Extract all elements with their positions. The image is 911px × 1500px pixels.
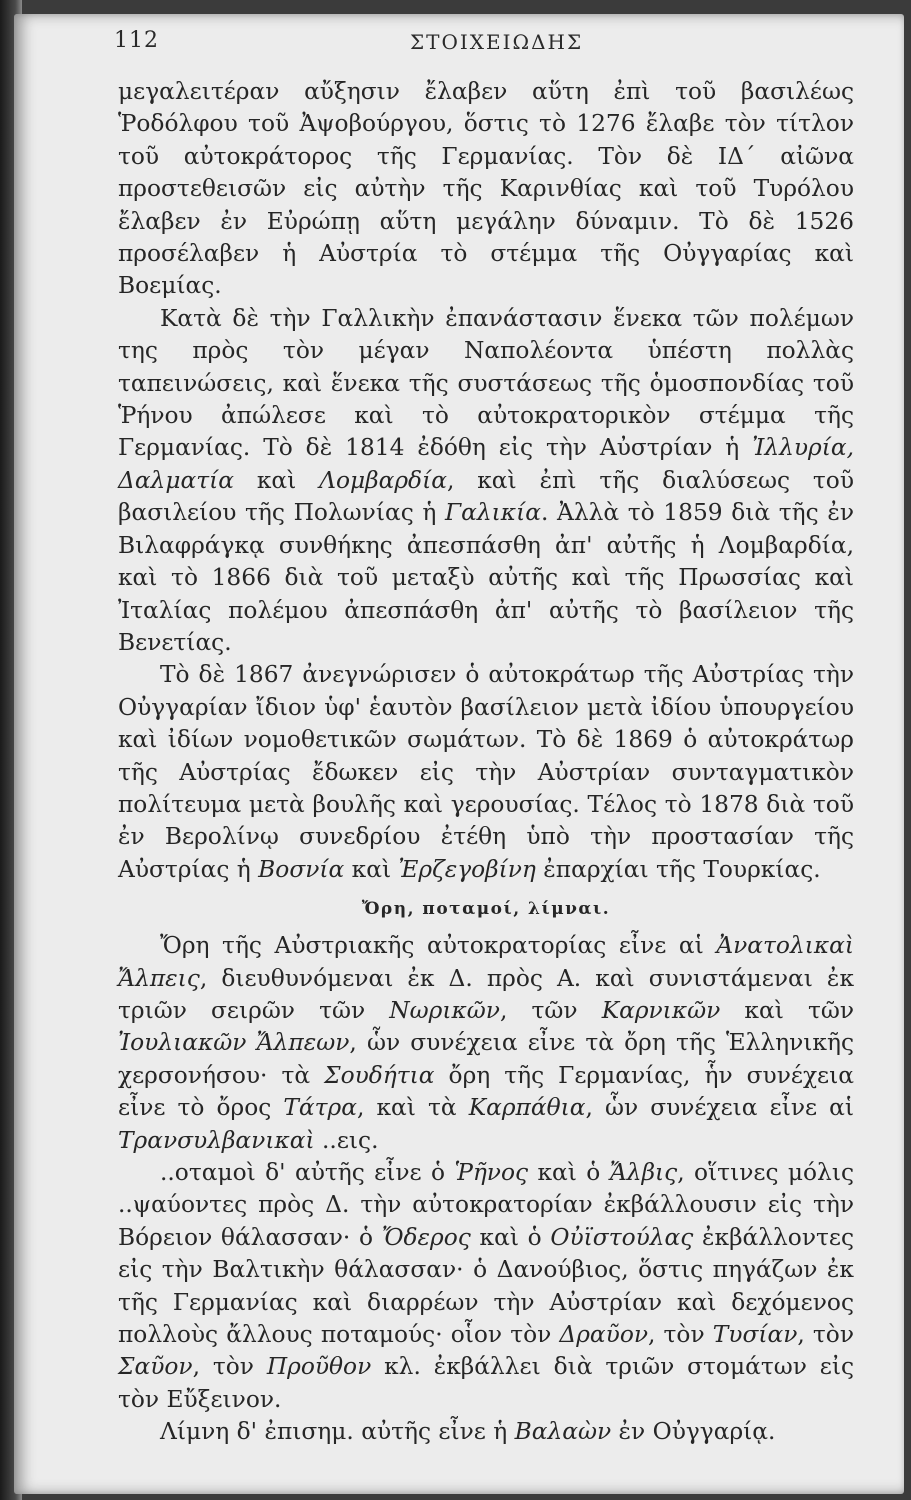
emphasized-term: Ἄλβις: [609, 1159, 678, 1186]
text-run: , διευθυνόμεναι ἐκ Δ. πρὸς Α. καὶ συνιστάμεναι ἐκ τριῶν σειρῶν τῶν: [118, 964, 854, 1024]
body-text: [118, 76, 854, 1449]
text-run: , ὧν συνέχεια εἶνε αἱ: [585, 1094, 855, 1122]
text-run: κλ. ἐκβάλλει διὰ τριῶν στομάτων εἰς τὸν Εὔξεινον.: [118, 1353, 855, 1413]
text-run: ἐκβάλλοντες εἰς τὴν Βαλτικὴν θάλασσαν· ὁ Δανούβιος, ὅστις πηγάζων ἐκ τῆς Γερμανίας καὶ διαρρέων τὴν Αὐστρίαν καὶ δεχόμενος πολλοὺς ἄλλους ποταμούς· οἷον τὸν: [118, 1223, 854, 1349]
emphasized-term: Λομβαρδία: [319, 466, 447, 494]
text-run: , καὶ τὰ: [356, 1094, 469, 1122]
text-run: καὶ: [344, 855, 399, 883]
text-run: , τὸν: [648, 1321, 713, 1349]
emphasized-term: Τυσίαν: [712, 1321, 798, 1349]
emphasized-term: Ῥῆνος: [454, 1159, 529, 1186]
emphasized-term: Δραῦον: [559, 1321, 649, 1349]
emphasized-term: Τάτρα: [283, 1094, 357, 1122]
section-heading: Ὄρη, ποταμοί, λίμναι.: [361, 899, 611, 920]
emphasized-term: Τρανσυλβανικαὶ: [118, 1126, 315, 1154]
emphasized-term: Ὄδερος: [381, 1223, 471, 1251]
emphasized-term: Βαλαὼν: [514, 1418, 612, 1446]
page-number: 112: [114, 28, 159, 53]
paragraph: [118, 76, 854, 303]
text-run: , ὧν συνέχεια εἶνε τὰ ὄρη τῆς Ἑλληνικῆς χερσονήσου· τὰ: [118, 1029, 854, 1089]
text-run: ..οταμοὶ δ' αὐτῆς εἶνε ὁ: [160, 1159, 455, 1186]
emphasized-term: Ἀνατολικαὶ Ἄλπεις: [118, 932, 854, 992]
book-page: [14, 14, 904, 1494]
text-run: . Ἀλλὰ τὸ 1859 διὰ τῆς ἐν Βιλαφράγκᾳ συνθήκης ἀπεσπάσθη ἀπ' αὐτῆς ἡ Λομβαρδία, καὶ τὸ 1866 διὰ τοῦ μεταξὺ αὐτῆς καὶ τῆς Πρωσσίας καὶ Ἰταλίας πολέμου ἀπεσπάσθη ἀπ' αὐτῆς τὸ βασίλειον τῆς Βενετίας.: [118, 499, 854, 656]
text-run: ὄρη τῆς Γερμανίας, ἧν συνέχεια εἶνε τὸ ὄρος: [118, 1061, 854, 1122]
paragraph: [118, 1157, 854, 1416]
text-run: ἐν Οὐγγαρίᾳ.: [611, 1418, 776, 1446]
text-run: καὶ ὁ: [470, 1223, 551, 1251]
text-run: , τῶν: [499, 996, 602, 1024]
text-run: καὶ ὁ: [528, 1159, 610, 1186]
emphasized-term: Βοσνία: [258, 855, 345, 883]
text-run: Κατὰ δὲ τὴν Γαλλικὴν ἐπανάστασιν ἕνεκα τῶν πολέμων της πρὸς τὸν μέγαν Ναπολέοντα ὑπέστη πολλὰς ταπεινώσεις, καὶ ἕνεκα τῆς συστάσεως τῆς ὁμοσπονδίας τοῦ Ῥήνου ἀπώλεσε καὶ τὸ αὐτοκρατορικὸν στέμμα τῆς Γερμανίας. Τὸ δὲ 1814 ἐδόθη εἰς τὴν Αὐστρίαν ἡ: [118, 304, 854, 462]
emphasized-term: Σουδήτια: [324, 1061, 435, 1089]
text-run: , τὸν: [192, 1353, 267, 1381]
emphasized-term: Προῦθον: [266, 1353, 372, 1381]
emphasized-term: Ἐρζεγοβίνη: [398, 855, 536, 883]
emphasized-term: Ἰλλυρία, Δαλματία: [118, 434, 854, 494]
page-header: [114, 28, 874, 58]
text-run: Τὸ δὲ 1867 ἀνεγνώρισεν ὁ αὐτοκράτωρ τῆς Αὐστρίας τὴν Οὐγγαρίαν ἴδιον ὑφ' ἑαυτὸν βασίλειον μετὰ ἰδίου ὑπουργείου καὶ ἰδίων νομοθετικῶν σωμάτων. Τὸ δὲ 1869 ὁ αὐτοκράτωρ τῆς Αὐστρίας ἔδωκεν εἰς τὴν Αὐστρίαν συνταγματικὸν πολίτευμα μετὰ βουλῆς καὶ γερουσίας. Τέλος τὸ 1878 διὰ τοῦ ἐν Βερολίνῳ συνεδρίου ἐτέθη ὑπὸ τὴν προστασίαν τῆς Αὐστρίας ἡ: [118, 661, 854, 883]
history-section: [118, 76, 854, 886]
paragraph: [118, 930, 854, 1157]
text-run: , οἵτινες μόλις ..ψαύοντες πρὸς Δ. τὴν αὐτοκρατορίαν ἐκβάλλουσιν εἰς τὴν Βόρειον θάλασσαν· ὁ: [118, 1159, 854, 1251]
emphasized-term: Σαῦον: [118, 1353, 193, 1381]
text-run: ..εις.: [314, 1126, 379, 1154]
emphasized-term: Νωρικῶν: [389, 996, 500, 1024]
paragraph: [118, 303, 854, 659]
emphasized-term: Γαλικία: [445, 499, 541, 527]
text-run: ἐπαρχίαι τῆς Τουρκίας.: [535, 855, 821, 883]
text-run: καὶ: [233, 466, 320, 494]
emphasized-term: Ἰουλιακῶν Ἄλπεων: [118, 1029, 350, 1057]
paragraph: [118, 1416, 854, 1448]
text-run: , καὶ ἐπὶ τῆς διαλύσεως τοῦ βασιλείου τῆς Πολωνίας ἡ: [118, 466, 854, 527]
paragraph: [118, 659, 854, 886]
text-run: , τὸν: [797, 1321, 854, 1349]
emphasized-term: Καρπάθια: [468, 1094, 586, 1122]
text-run: μεγαλειτέραν αὔξησιν ἔλαβεν αὕτη ἐπὶ τοῦ βασιλέως Ῥοδόλφου τοῦ Ἀψοβούργου, ὅστις τὸ 1276 ἔλαβε τὸν τίτλον τοῦ αὐτοκράτορος τῆς Γερμανίας. Τὸν δὲ ΙΔ΄ αἰῶνα προστεθεισῶν εἰς αὐτὴν τῆς Καρινθίας καὶ τοῦ Τυρόλου ἔλαβεν ἐν Εὐρώπῃ αὕτη μεγάλην δύναμιν. Τὸ δὲ 1526 προσέλαβεν ἡ Αὐστρία τὸ στέμμα τῆς Οὐγγαρίας καὶ Βοεμίας.: [118, 78, 854, 300]
text-run: Ὄρη τῆς Αὐστριακῆς αὐτοκρατορίας εἶνε αἱ: [160, 932, 717, 960]
text-run: καὶ τῶν: [720, 996, 855, 1024]
geography-section: [118, 930, 854, 1449]
text-run: Λίμνη δ' ἐπισημ. αὐτῆς εἶνε ἡ: [160, 1418, 515, 1446]
running-head: ΣΤΟΙΧΕΙΩΔΗΣ: [410, 30, 584, 54]
emphasized-term: Οὐϊστούλας: [550, 1223, 694, 1251]
emphasized-term: Καρνικῶν: [601, 996, 721, 1024]
